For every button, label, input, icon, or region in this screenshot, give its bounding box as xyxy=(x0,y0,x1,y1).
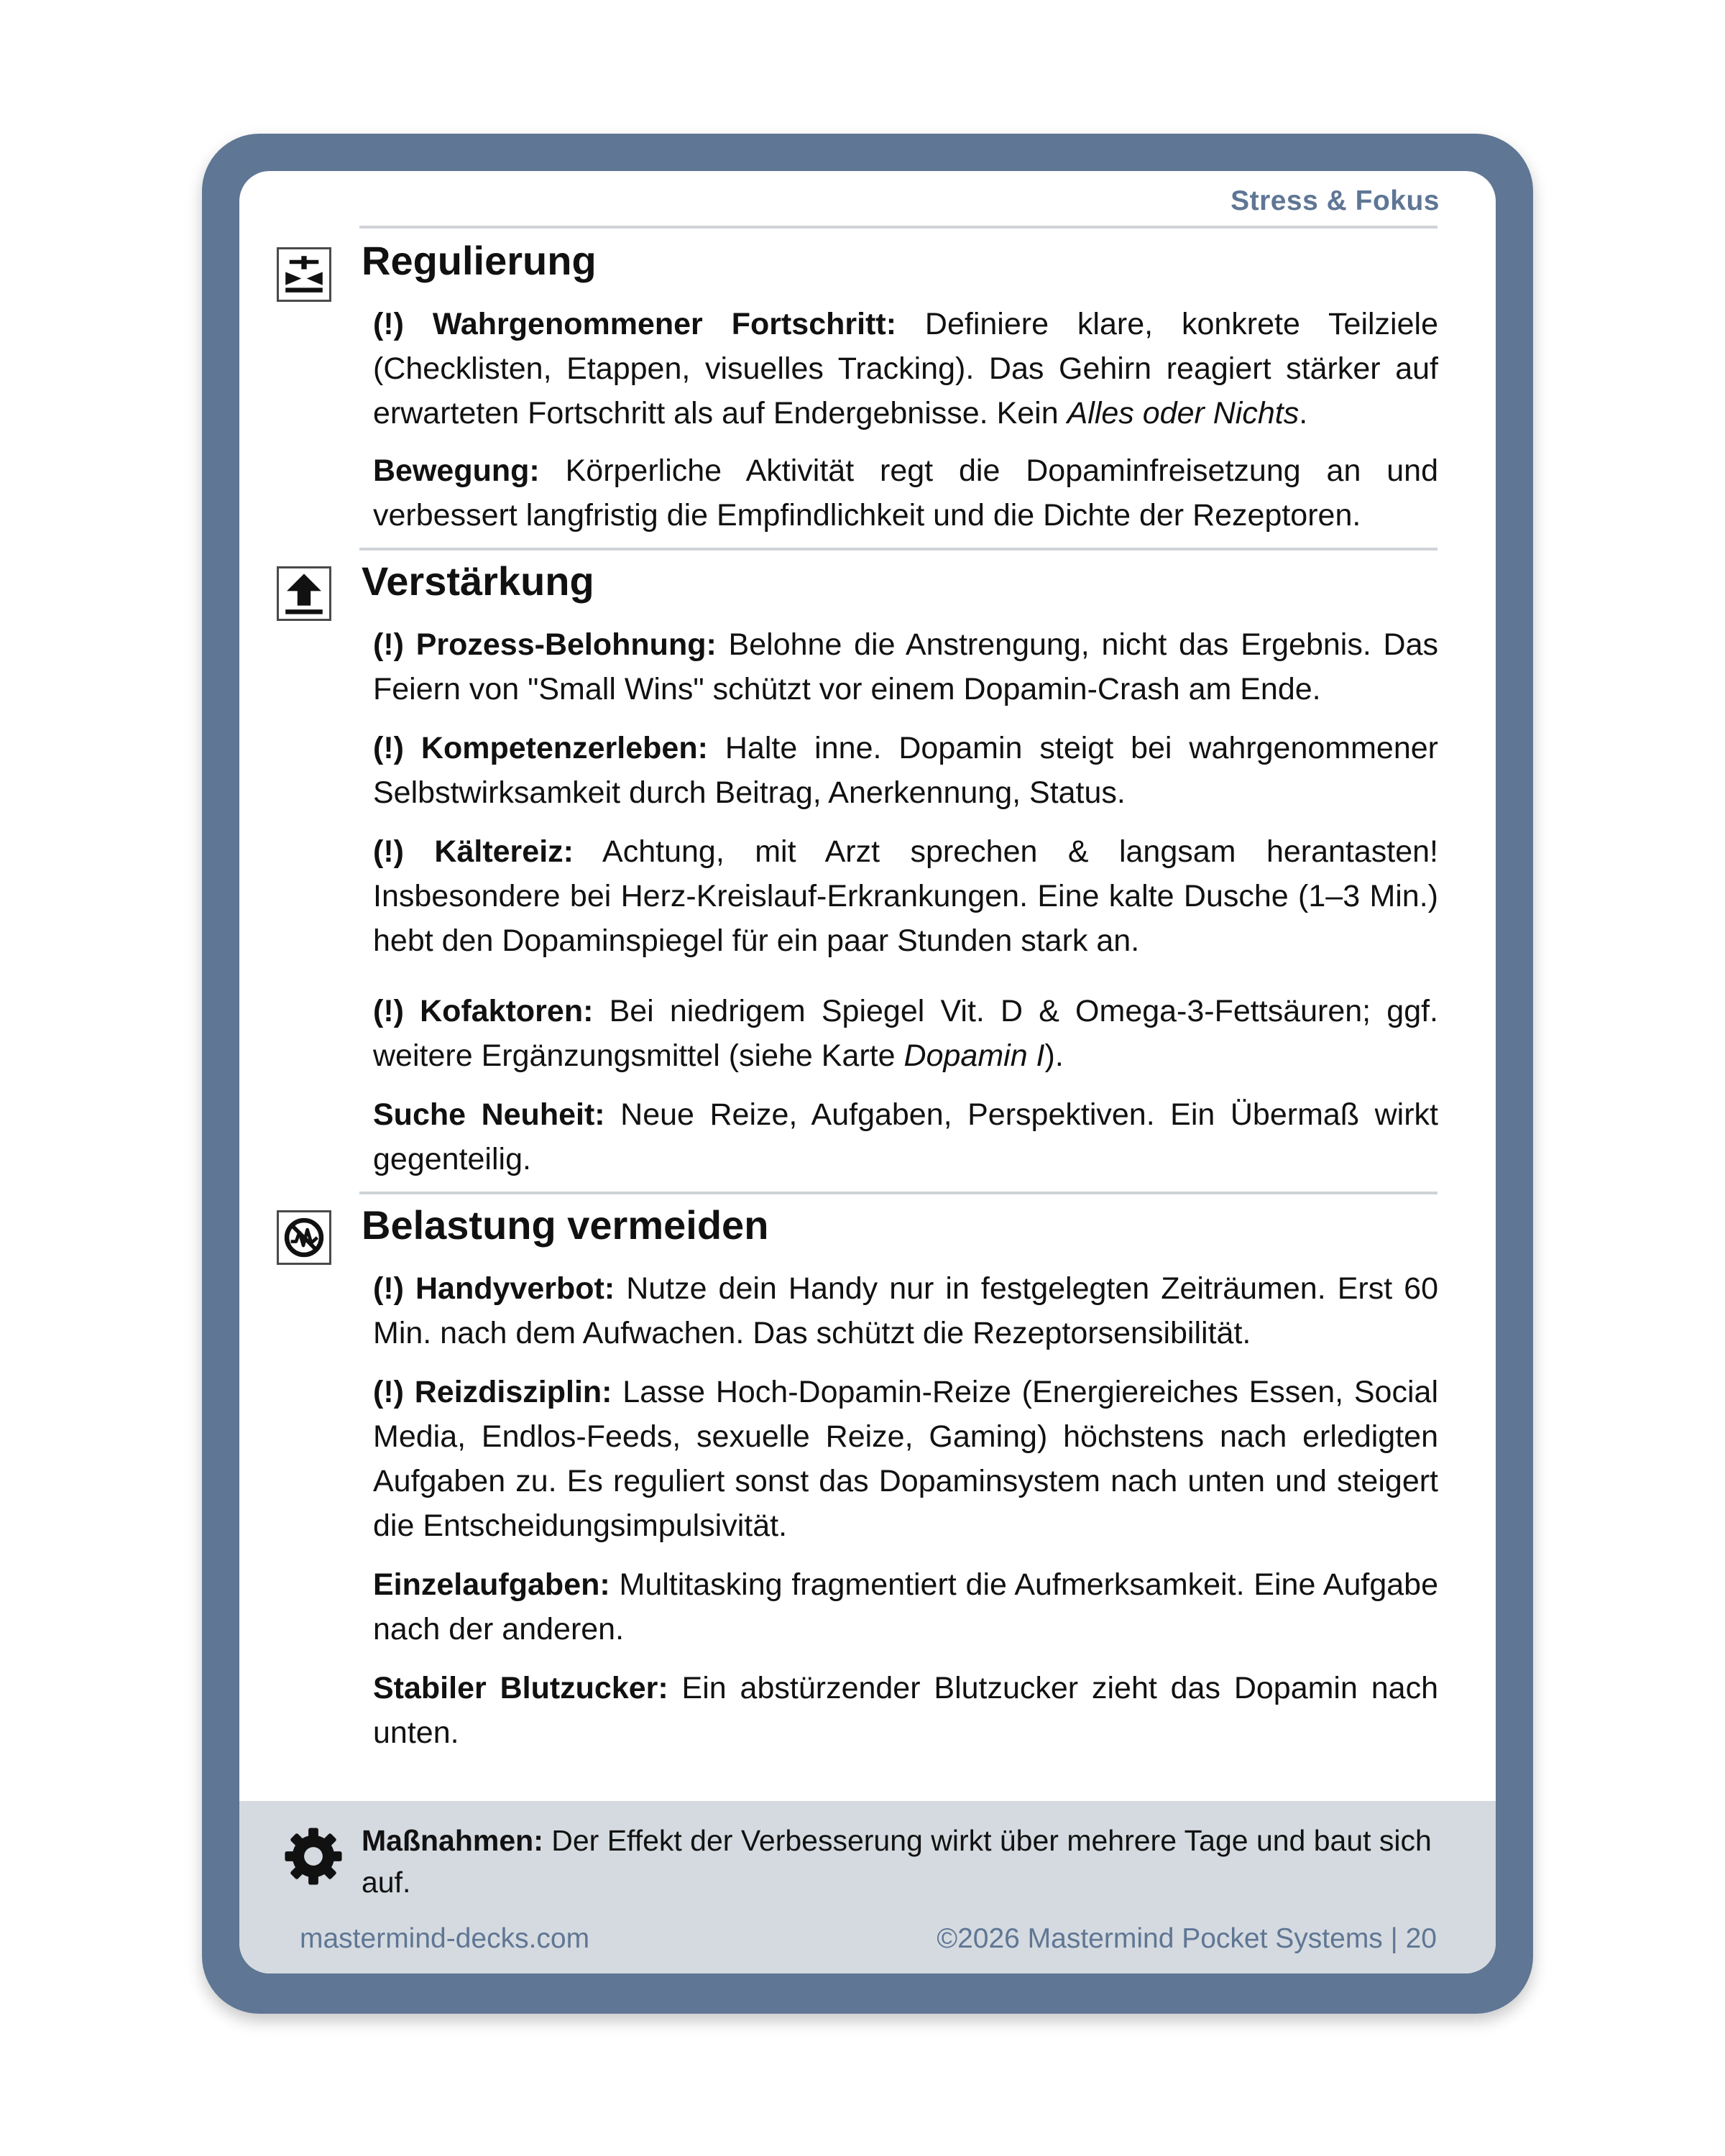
list-item: (!) Prozess-Belohnung: Belohne die Anstrengung, nicht das Ergebnis. Das Feiern von "Small Wins" schützt vor einem Dopamin-Crash am Ende. xyxy=(373,627,1438,706)
list-item: (!) Wahrgenommener Fortschritt: Definiere klare, konkrete Teilziele (Checklisten, Etappen, visuelles Tracking). Das Gehirn reagiert stärker auf erwarteten Fortschritt als auf Endergebnisse. Kein Alles oder Nichts. xyxy=(373,307,1438,430)
list-item: Bewegung: Körperliche Aktivität regt die Dopaminfreisetzung an und verbessert langfristig die Empfindlichkeit und die Dichte der Rezeptoren. xyxy=(373,453,1438,533)
balance-icon xyxy=(277,247,331,302)
category-label: Stress & Fokus xyxy=(1230,185,1440,216)
no-signal-icon xyxy=(277,1210,331,1265)
gear-icon xyxy=(282,1825,344,1887)
list-item: Suche Neuheit: Neue Reize, Aufgaben, Perspektiven. Ein Übermaß wirkt gegenteilig. xyxy=(373,1097,1438,1176)
section-title: Verstärkung xyxy=(362,558,594,604)
list-item: Einzelaufgaben: Multitasking fragmentiert die Aufmerksamkeit. Eine Aufgabe nach der anderen. xyxy=(373,1567,1438,1646)
website-link[interactable]: mastermind-decks.com xyxy=(300,1923,590,1954)
list-item: Stabiler Blutzucker: Ein abstürzender Blutzucker zieht das Dopamin nach unten. xyxy=(373,1671,1438,1750)
list-item: (!) Kofaktoren: Bei niedrigem Spiegel Vit. D & Omega-3-Fettsäuren; ggf. weitere Ergänzungsmittel (siehe Karte Dopamin I). xyxy=(373,994,1438,1073)
divider xyxy=(359,548,1438,550)
list-item: (!) Kältereiz: Achtung, mit Arzt sprechen & langsam herantasten! Insbesondere bei Herz-Kreislauf-Erkrankungen. Eine kalte Dusche (1–3 Min.) hebt den Dopaminspiegel für ein paar Stunden stark an. xyxy=(373,834,1439,958)
divider xyxy=(359,1192,1438,1194)
card xyxy=(239,171,1496,1973)
arrow-up-icon xyxy=(277,566,331,621)
list-item: (!) Reizdisziplin: Lasse Hoch-Dopamin-Reize (Energiereiches Essen, Social Media, Endlos-Feeds, sexuelle Reize, Gaming) höchstens nach erledigten Aufgaben zu. Es reguliert sonst das Dopaminsystem nach unten und steigert die Entscheidungsimpulsivität. xyxy=(373,1375,1438,1543)
footer-band xyxy=(239,1801,1496,1973)
list-item: (!) Handyverbot: Nutze dein Handy nur in festgelegten Zeiträumen. Erst 60 Min. nach dem Aufwachen. Das schützt die Rezeptorsensibilität. xyxy=(373,1271,1438,1350)
list-item: (!) Kompetenzerleben: Halte inne. Dopamin steigt bei wahrgenommener Selbstwirksamkeit durch Beitrag, Anerkennung, Status. xyxy=(373,731,1438,810)
measures-note: Maßnahmen: Der Effekt der Verbesserung wirkt über mehrere Tage und baut sich auf. xyxy=(362,1824,1432,1899)
section-title: Regulierung xyxy=(362,238,597,283)
divider xyxy=(359,226,1438,229)
card-frame xyxy=(202,134,1533,2014)
section-title: Belastung vermeiden xyxy=(362,1202,769,1248)
copyright: ©2026 Mastermind Pocket Systems | 20 xyxy=(937,1923,1437,1954)
